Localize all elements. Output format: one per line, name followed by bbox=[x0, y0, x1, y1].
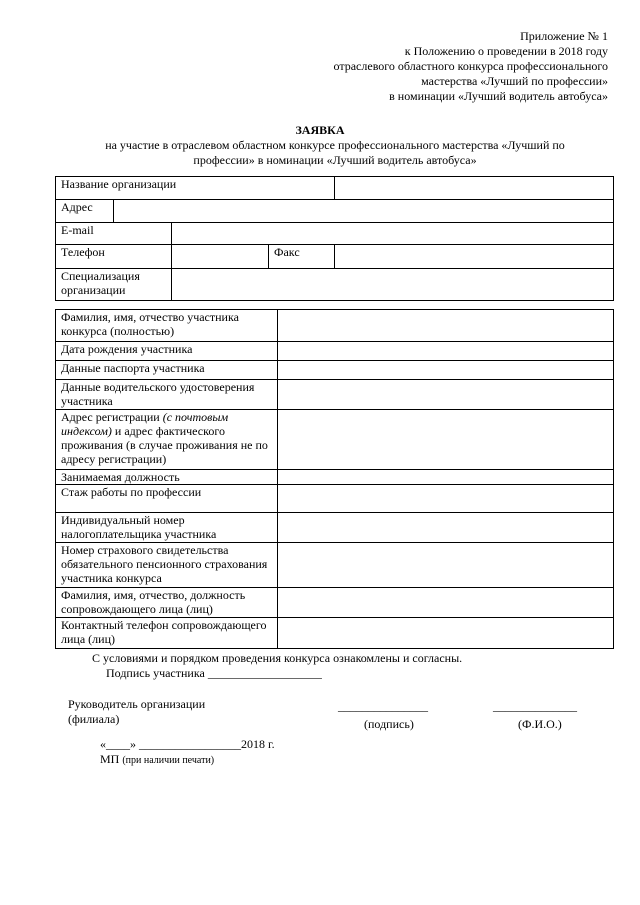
email-label: E-mail bbox=[56, 223, 172, 245]
address-reg-label bbox=[56, 410, 278, 470]
document-title: ЗАЯВКА bbox=[295, 123, 345, 137]
address-reg-field[interactable] bbox=[278, 410, 614, 470]
header-line: в номинации «Лучший водитель автобуса» bbox=[389, 89, 608, 103]
passport-field[interactable] bbox=[278, 361, 614, 380]
escort-name-field[interactable] bbox=[278, 588, 614, 618]
experience-field[interactable] bbox=[278, 485, 614, 513]
address-reg-text-end: и адрес фактического проживания (в случае проживания не по адресу регистрации) bbox=[61, 424, 268, 466]
inn-field[interactable] bbox=[278, 513, 614, 543]
inn-label: Индивидуальный номер налогоплательщика участника bbox=[56, 513, 278, 543]
address-reg-italic: (с почтовым индексом) bbox=[61, 410, 229, 438]
document-subtitle bbox=[70, 138, 600, 168]
address-reg-text: Адрес регистрации bbox=[61, 410, 163, 424]
org-name-label: Название организации bbox=[56, 177, 335, 200]
snils-field[interactable] bbox=[278, 543, 614, 588]
date-line: «____» _________________2018 г. bbox=[100, 737, 275, 751]
stamp-line bbox=[100, 752, 214, 767]
fax-field[interactable] bbox=[335, 245, 614, 269]
stamp-label: МП bbox=[100, 752, 120, 766]
header-line: отраслевого областного конкурса профессионального bbox=[333, 59, 608, 73]
fax-label: Факс bbox=[269, 245, 335, 269]
signature-line: _______________ bbox=[338, 699, 428, 713]
org-name-field[interactable] bbox=[335, 177, 614, 200]
escort-name-label: Фамилия, имя, отчество, должность сопровождающего лица (лиц) bbox=[56, 588, 278, 618]
license-label: Данные водительского удостоверения участника bbox=[56, 380, 278, 410]
full-name-field[interactable] bbox=[278, 310, 614, 342]
head-label-branch: (филиала) bbox=[68, 712, 120, 726]
subtitle-line: на участие в отраслевом областном конкурсе профессионального мастерства «Лучший по bbox=[105, 138, 565, 152]
participant-table bbox=[55, 309, 614, 649]
position-label: Занимаемая должность bbox=[56, 470, 278, 485]
position-field[interactable] bbox=[278, 470, 614, 485]
license-field[interactable] bbox=[278, 380, 614, 410]
phone-field[interactable] bbox=[172, 245, 269, 269]
fio-caption: (Ф.И.О.) bbox=[518, 717, 562, 731]
address-label: Адрес bbox=[56, 200, 114, 223]
header-line: к Положению о проведении в 2018 году bbox=[404, 44, 608, 58]
signature-caption: (подпись) bbox=[364, 717, 414, 731]
participant-signature: Подпись участника ___________________ bbox=[106, 666, 322, 680]
header-line: мастерства «Лучший по профессии» bbox=[421, 74, 608, 88]
address-field[interactable] bbox=[114, 200, 614, 223]
birth-date-field[interactable] bbox=[278, 342, 614, 361]
escort-phone-label: Контактный телефон сопровождающего лица (лиц) bbox=[56, 618, 278, 649]
stamp-note: (при наличии печати) bbox=[122, 755, 215, 766]
subtitle-line: профессии» в номинации «Лучший водитель автобуса» bbox=[193, 153, 477, 167]
specialization-label: Специализация организации bbox=[56, 269, 172, 301]
organization-table bbox=[55, 176, 614, 301]
appendix-header bbox=[334, 29, 609, 104]
escort-phone-field[interactable] bbox=[278, 618, 614, 649]
specialization-field[interactable] bbox=[172, 269, 614, 301]
header-line: Приложение № 1 bbox=[520, 29, 608, 43]
email-field[interactable] bbox=[172, 223, 614, 245]
phone-label: Телефон bbox=[56, 245, 172, 269]
passport-label: Данные паспорта участника bbox=[56, 361, 278, 380]
fio-line: ______________ bbox=[493, 699, 577, 713]
head-label: Руководитель организации bbox=[68, 697, 206, 711]
experience-label: Стаж работы по профессии bbox=[56, 485, 278, 513]
full-name-label: Фамилия, имя, отчество участника конкурса (полностью) bbox=[56, 310, 278, 342]
birth-date-label: Дата рождения участника bbox=[56, 342, 278, 361]
agreement-text: С условиями и порядком проведения конкурса ознакомлены и согласны. bbox=[92, 651, 463, 665]
snils-label: Номер страхового свидетельства обязательного пенсионного страхования участника конкурса bbox=[56, 543, 278, 588]
